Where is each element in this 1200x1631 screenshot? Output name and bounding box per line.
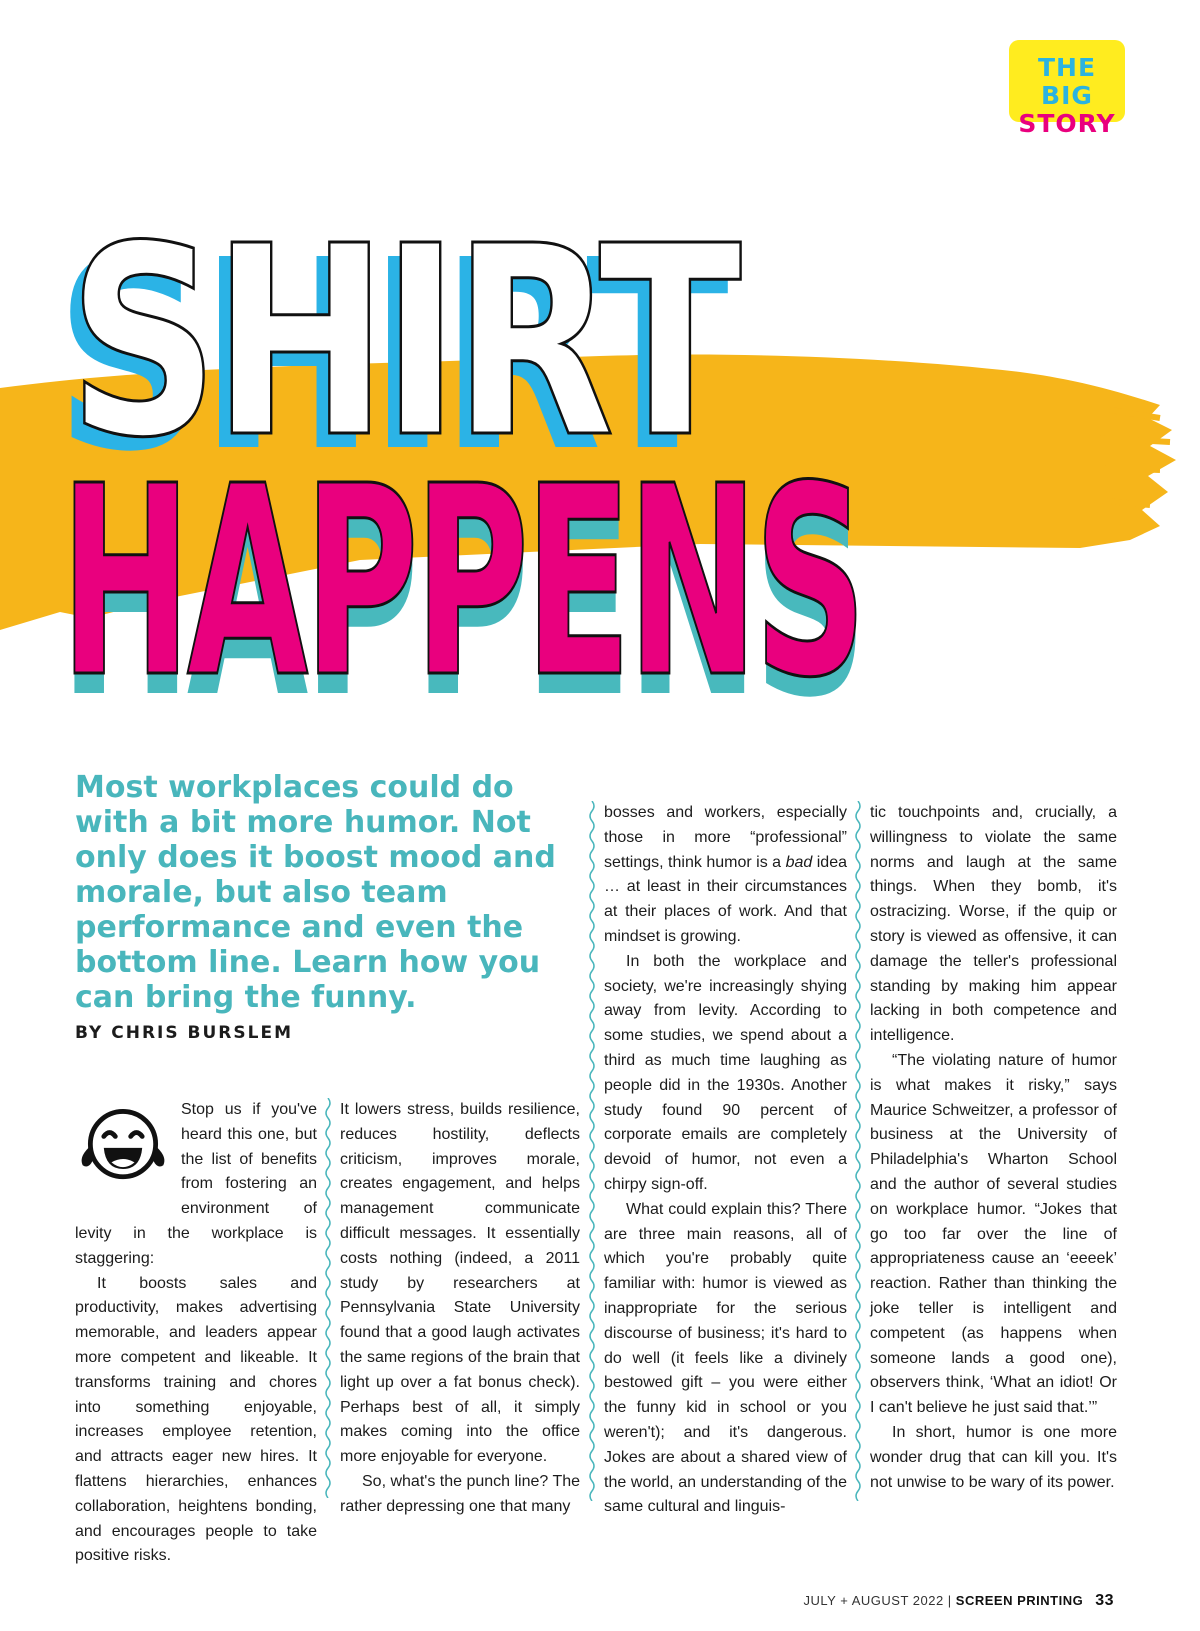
paragraph: Stop us if you've heard this one, but the list of benefits from fostering an environment of levity in the workplace is staggering: (75, 1101, 317, 1267)
magazine-name: SCREEN PRINTING (955, 1593, 1084, 1608)
paragraph: In short, humor is one more wonder drug that can kill you. It's not unwise to be wary of its power. (870, 1423, 1117, 1491)
paragraph: “The violating nature of humor is what makes it risky,” says Maurice Schweitzer, a professor of business at the University of Philadelphia's Wharton School and the author of several studies on workplace humor. “Jokes that go too far over the line of appropriateness cause an ‘eeeek’ reaction. Rather than thinking the joke teller is intelligent and competent (as happens when someone lands a good one), observers think, ‘What an idiot! Or I can't believe he just said that.’” (870, 1051, 1117, 1417)
article-column-4 (870, 801, 1117, 1495)
badge-line-1: THE BIG (1037, 53, 1097, 110)
headline-line-1: SHIRT (68, 190, 736, 495)
byline: BY CHRIS BURSLEM (75, 1023, 293, 1043)
column-divider-wavy (586, 801, 598, 1501)
article-column-2 (340, 1098, 580, 1520)
badge-line-2: STORY (1018, 109, 1116, 138)
page-number: 33 (1095, 1592, 1114, 1609)
paragraph: So, what's the punch line? The rather depressing one that many (340, 1472, 581, 1515)
article-column-1 (75, 1098, 317, 1569)
paragraph: It lowers stress, builds resilience, reduces hostility, deflects criticism, improves morale, creates engagement, and helps management communicate difficult messages. It essentially costs nothing (indeed, a 2011 study by researchers at Pennsylvania State University found that a good laugh activates the same regions of the brain that light up over a fat bonus check). Perhaps best of all, it simply makes coming into the office more enjoyable for everyone. (340, 1101, 580, 1466)
article-deck: Most workplaces could do with a bit more humor. Not only does it boost mood and morale, but also team performance and even the bottom line. Learn how you can bring the funny. (75, 770, 556, 1015)
page-footer (804, 1592, 1114, 1610)
paragraph: It boosts sales and productivity, makes advertising memorable, and leaders appear more competent and likeable. It transforms training and chores into something enjoyable, increases employee retention, and attracts eager new hires. It flattens hierarchies, enhances collaboration, heightens bonding, and encourages people to take positive risks. (75, 1274, 317, 1565)
column-divider-wavy (852, 801, 864, 1501)
paragraph (604, 801, 847, 950)
paragraph: What could explain this? There are three main reasons, all of which you're probably quite familiar with: humor is viewed as inappropriate for the serious discourse of business; it's hard to do well (it feels like a divinely bestowed gift – you were either the funny kid in school or you weren't); and it's dangerous. Jokes are about a shared view of the world, an understanding of the same cultural and linguis- (604, 1200, 847, 1516)
text-run: idea … at least in their circumstances at their places of work. And that mindset is growing. (604, 853, 847, 945)
paragraph: tic touchpoints and, crucially, a willingness to violate the same norms and laugh at the same things. When they bomb, it's ostracizing. Worse, if the quip or story is viewed as offensive, it can damage the teller's professional standing by making him appear lacking in both competence and intelligence. (870, 804, 1117, 1045)
column-divider-wavy (322, 1098, 334, 1498)
headline-line-2: HAPPENS (60, 430, 863, 735)
laughing-with-tears-emoji-icon (75, 1098, 171, 1194)
text-run: bosses and workers, especially those in more “professional” settings, think humor is a (604, 804, 847, 871)
paragraph: In both the workplace and society, we're increasingly shying away from levity. According to some studies, we spend about a third as much time laughing as people did in the 1930s. Another study found 90 percent of corporate emails are completely devoid of humor, not even a chirpy sign-off. (604, 952, 847, 1193)
emphasis-text: bad (785, 853, 813, 871)
article-column-3 (604, 801, 847, 1520)
issue-date: JULY + AUGUST 2022 | (803, 1593, 956, 1608)
